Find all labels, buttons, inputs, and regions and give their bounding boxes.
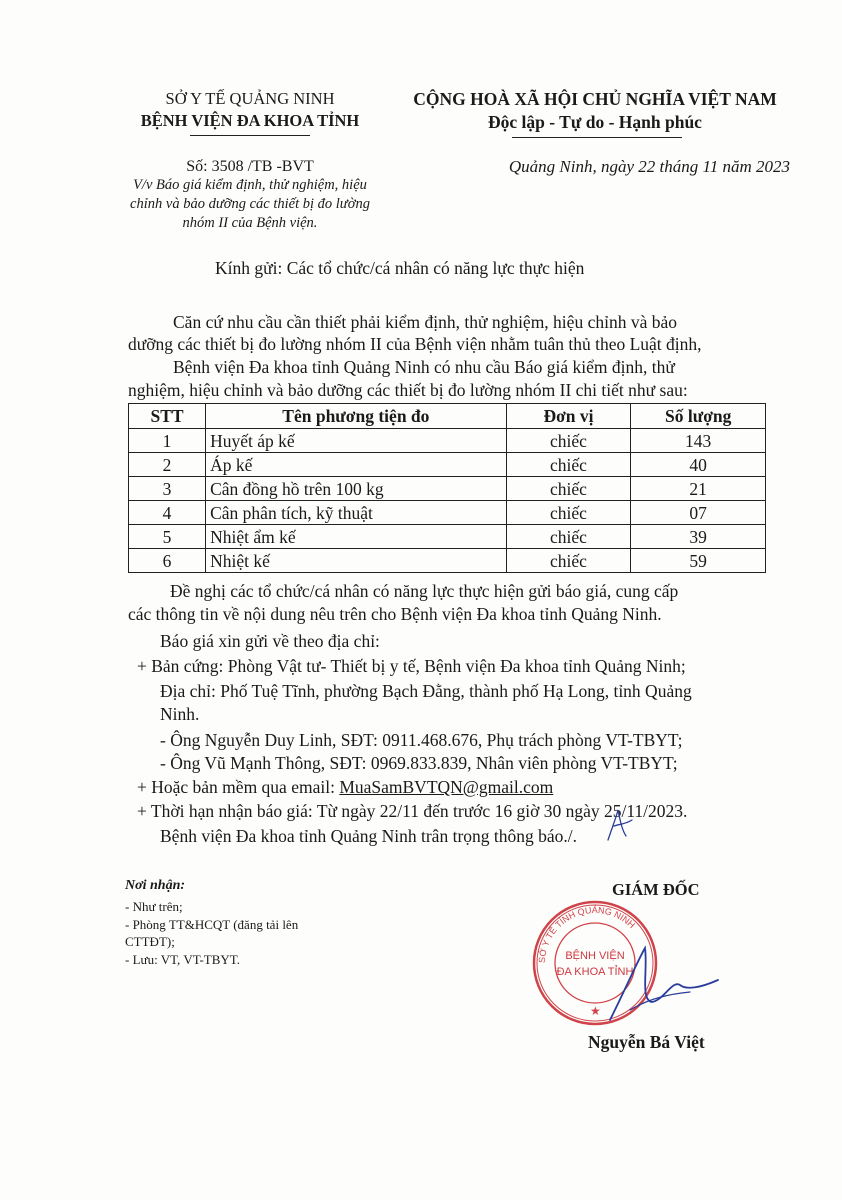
table-row	[129, 525, 766, 549]
email-line	[137, 776, 553, 798]
cell-stt: 2	[129, 453, 206, 477]
body-line: Địa chỉ: Phố Tuệ Tĩnh, phường Bạch Đằng, thành phố Hạ Long, tỉnh Quảng	[160, 681, 692, 701]
cell-qty: 21	[631, 477, 766, 501]
paragraph-line: Bệnh viện Đa khoa tỉnh Quảng Ninh có nhu cầu Báo giá kiểm định, thử	[173, 357, 675, 377]
cell-name: Nhiệt kế	[206, 549, 506, 573]
body-line: Báo giá xin gửi về theo địa chỉ:	[160, 631, 380, 651]
motto-underline	[512, 137, 682, 138]
national-header	[385, 88, 805, 134]
table-row	[129, 429, 766, 453]
body-line: + Bản cứng: Phòng Vật tư- Thiết bị y tế, Bệnh viện Đa khoa tỉnh Quảng Ninh;	[137, 656, 686, 676]
cell-name: Nhiệt ẩm kế	[206, 525, 506, 549]
body-line: các thông tin về nội dung nêu trên cho Bệnh viện Đa khoa tỉnh Quảng Ninh.	[128, 604, 662, 624]
col-header-stt: STT	[129, 404, 206, 429]
cell-name: Cân đồng hồ trên 100 kg	[206, 477, 506, 501]
cell-stt: 5	[129, 525, 206, 549]
cell-name: Cân phân tích, kỹ thuật	[206, 501, 506, 525]
recipient-item: - Lưu: VT, VT-TBYT.	[125, 952, 241, 967]
col-header-name: Tên phương tiện đo	[206, 404, 506, 429]
document-date: Quảng Ninh, ngày 22 tháng 11 năm 2023	[508, 157, 790, 176]
deadline-line: + Thời hạn nhận báo giá: Từ ngày 22/11 đến trước 16 giờ 30 ngày 25/11/2023.	[137, 801, 688, 821]
col-header-qty: Số lượng	[631, 404, 766, 429]
country-motto: Độc lập - Tự do - Hạnh phúc	[488, 112, 702, 132]
table-row	[129, 549, 766, 573]
cell-qty: 07	[631, 501, 766, 525]
cell-stt: 1	[129, 429, 206, 453]
cell-qty: 39	[631, 525, 766, 549]
issuer-line-1: SỞ Y TẾ QUẢNG NINH	[165, 89, 335, 108]
cell-stt: 4	[129, 501, 206, 525]
country-name: CỘNG HOÀ XÃ HỘI CHỦ NGHĨA VIỆT NAM	[413, 89, 777, 109]
signer-name: Nguyễn Bá Việt	[588, 1032, 705, 1052]
email-prefix: + Hoặc bản mềm qua email:	[137, 777, 340, 797]
issuer-underline	[190, 135, 310, 136]
signer-title: GIÁM ĐỐC	[612, 880, 700, 899]
issuer-block	[100, 88, 400, 132]
paragraph-line: nghiệm, hiệu chỉnh và bảo dưỡng các thiết bị đo lường nhóm II chi tiết như sau:	[128, 380, 688, 400]
stamp-center-line: BỆNH VIỆN	[565, 950, 625, 962]
cell-unit: chiếc	[506, 549, 631, 573]
closing-line: Bệnh viện Đa khoa tỉnh Quảng Ninh trân trọng thông báo./.	[160, 826, 578, 846]
body-line: Đề nghị các tổ chức/cá nhân có năng lực thực hiện gửi báo giá, cung cấp	[170, 581, 679, 601]
cell-name: Huyết áp kế	[206, 429, 506, 453]
stamp-center-line: ĐA KHOA TỈNH	[556, 966, 634, 978]
table-header-row	[129, 404, 766, 429]
stamp-ring-text: SỞ Y TẾ TỈNH QUẢNG NINH	[536, 904, 638, 964]
paragraph-line: dưỡng các thiết bị đo lường nhóm II của Bệnh viện nhằm tuân thủ theo Luật định,	[128, 334, 702, 354]
cell-name: Áp kế	[206, 453, 506, 477]
contact-line: - Ông Nguyễn Duy Linh, SĐT: 0911.468.676, Phụ trách phòng VT-TBYT;	[160, 730, 683, 750]
subject-line: chỉnh và bảo dưỡng các thiết bị đo lường	[130, 196, 370, 212]
cell-stt: 3	[129, 477, 206, 501]
equipment-table	[128, 403, 766, 573]
recipients-title: Nơi nhận:	[125, 878, 186, 893]
issuer-line-2: BỆNH VIỆN ĐA KHOA TỈNH	[140, 111, 360, 130]
cell-unit: chiếc	[506, 501, 631, 525]
email-link[interactable]: MuaSamBVTQN@gmail.com	[339, 777, 554, 797]
cell-stt: 6	[129, 549, 206, 573]
stamp-star-icon: ★	[590, 1004, 601, 1018]
recipient-item: - Phòng TT&HCQT (đăng tải lên	[125, 917, 299, 932]
cell-unit: chiếc	[506, 429, 631, 453]
cell-unit: chiếc	[506, 453, 631, 477]
recipient-item: CTTĐT);	[125, 934, 175, 949]
cell-qty: 143	[631, 429, 766, 453]
body-line: Ninh.	[160, 704, 200, 724]
cell-unit: chiếc	[506, 477, 631, 501]
addressee: Kính gửi: Các tổ chức/cá nhân có năng lực thực hiện	[215, 258, 585, 278]
recipient-item: - Như trên;	[125, 899, 183, 914]
subject-line: nhóm II của Bệnh viện.	[182, 215, 318, 231]
table-row	[129, 453, 766, 477]
paragraph-line: Căn cứ nhu cầu cần thiết phải kiểm định, thử nghiệm, hiệu chỉnh và bảo	[173, 312, 677, 332]
document-subject	[103, 176, 397, 233]
cell-qty: 59	[631, 549, 766, 573]
col-header-unit: Đơn vị	[506, 404, 631, 429]
table-row	[129, 501, 766, 525]
cell-qty: 40	[631, 453, 766, 477]
document-number: Số: 3508 /TB -BVT	[186, 158, 314, 175]
handwritten-signature	[590, 930, 730, 1040]
initial-mark	[600, 806, 640, 844]
table-row	[129, 477, 766, 501]
cell-unit: chiếc	[506, 525, 631, 549]
subject-line: V/v Báo giá kiểm định, thử nghiệm, hiệu	[133, 177, 367, 193]
contact-line: - Ông Vũ Mạnh Thông, SĐT: 0969.833.839, Nhân viên phòng VT-TBYT;	[160, 753, 678, 773]
